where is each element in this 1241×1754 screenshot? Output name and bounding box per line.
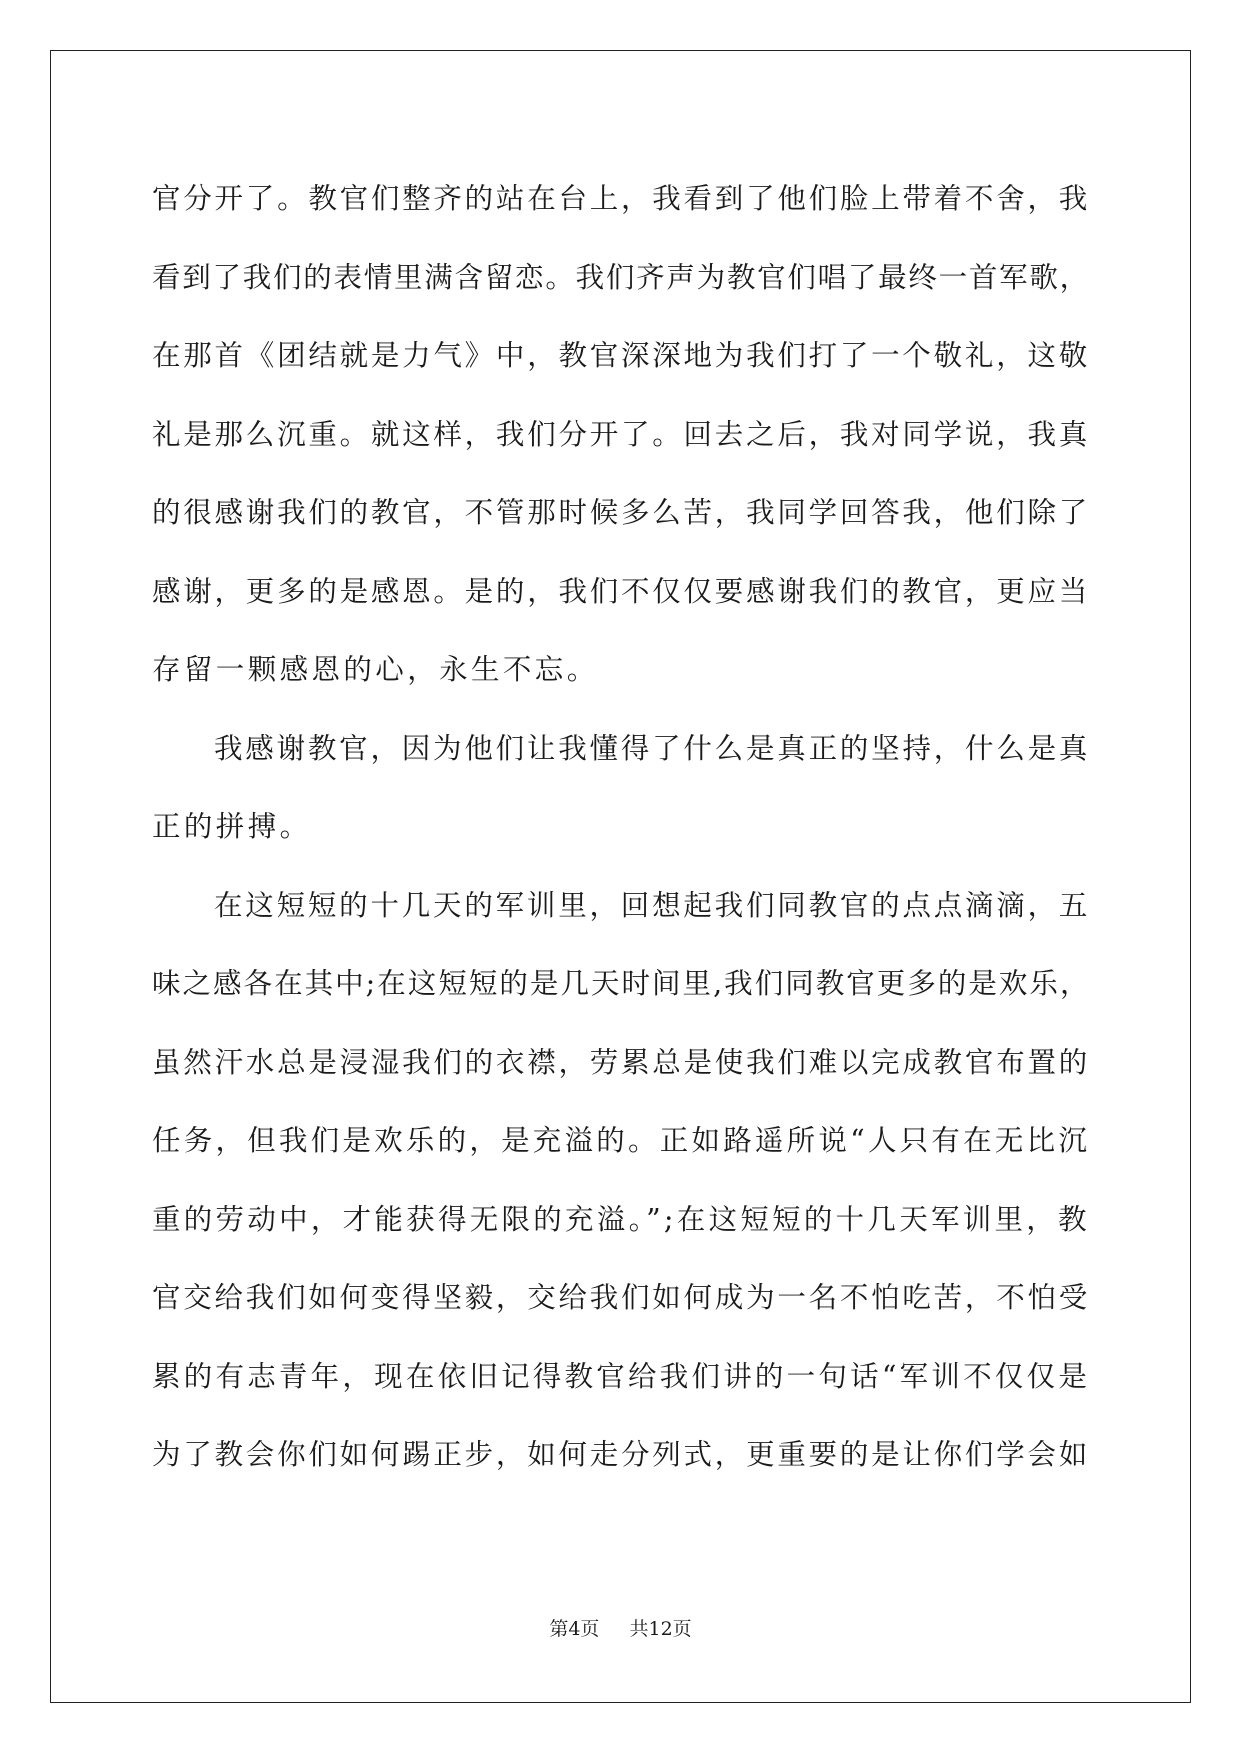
- text-line: 重的劳动中，才能获得无限的充溢。”;在这短短的十几天军训里，教: [152, 1202, 1090, 1236]
- page-footer: [0, 1614, 1241, 1641]
- text-line: 我感谢教官，因为他们让我懂得了什么是真正的坚持，什么是真: [214, 731, 1091, 765]
- text-line: 在那首《团结就是力气》中，教官深深地为我们打了一个敬礼，这敬: [152, 339, 1091, 372]
- text-line: 任务，但我们是欢乐的，是充溢的。正如路遥所说“人只有在无比沉: [152, 1124, 1091, 1157]
- text-line: 感谢，更多的是感恩。是的，我们不仅仅要感谢我们的教官，更应当: [152, 574, 1091, 608]
- text-line: 礼是那么沉重。就这样，我们分开了。回去之后，我对同学说，我真: [152, 417, 1091, 451]
- text-line: 虽然汗水总是浸湿我们的衣襟，劳累总是使我们难以完成教官布置的: [152, 1045, 1091, 1079]
- page-number: 第4页: [549, 1618, 600, 1640]
- paragraph-3: [152, 867, 1090, 1495]
- text-line: 在这短短的十几天的军训里，回想起我们同教官的点点滴滴，五: [214, 888, 1091, 922]
- page-total: 共12页: [629, 1618, 692, 1640]
- text-line: 官交给我们如何变得坚毅，交给我们如何成为一名不怕吃苦，不怕受: [152, 1281, 1091, 1314]
- text-line: 正的拼搏。: [152, 810, 312, 843]
- text-line: 看到了我们的表情里满含留恋。我们齐声为教官们唱了最终一首军歌，: [152, 260, 1090, 294]
- text-line: 味之感各在其中;在这短短的是几天时间里,我们同教官更多的是欢乐，: [152, 967, 1091, 1000]
- text-line: 为了教会你们如何踢正步，如何走分列式，更重要的是让你们学会如: [152, 1438, 1091, 1471]
- text-line: 累的有志青年，现在依旧记得教官给我们讲的一句话“军训不仅仅是: [152, 1359, 1091, 1393]
- paragraph-2: [152, 710, 1090, 867]
- text-line: 的很感谢我们的教官，不管那时候多么苦，我同学回答我，他们除了: [152, 496, 1091, 529]
- document-body: [152, 160, 1090, 1495]
- paragraph-1: [152, 160, 1090, 710]
- text-line: 官分开了。教官们整齐的站在台上，我看到了他们脸上带着不舍，我: [152, 182, 1091, 215]
- text-line: 存留一颗感恩的心，永生不忘。: [152, 653, 599, 686]
